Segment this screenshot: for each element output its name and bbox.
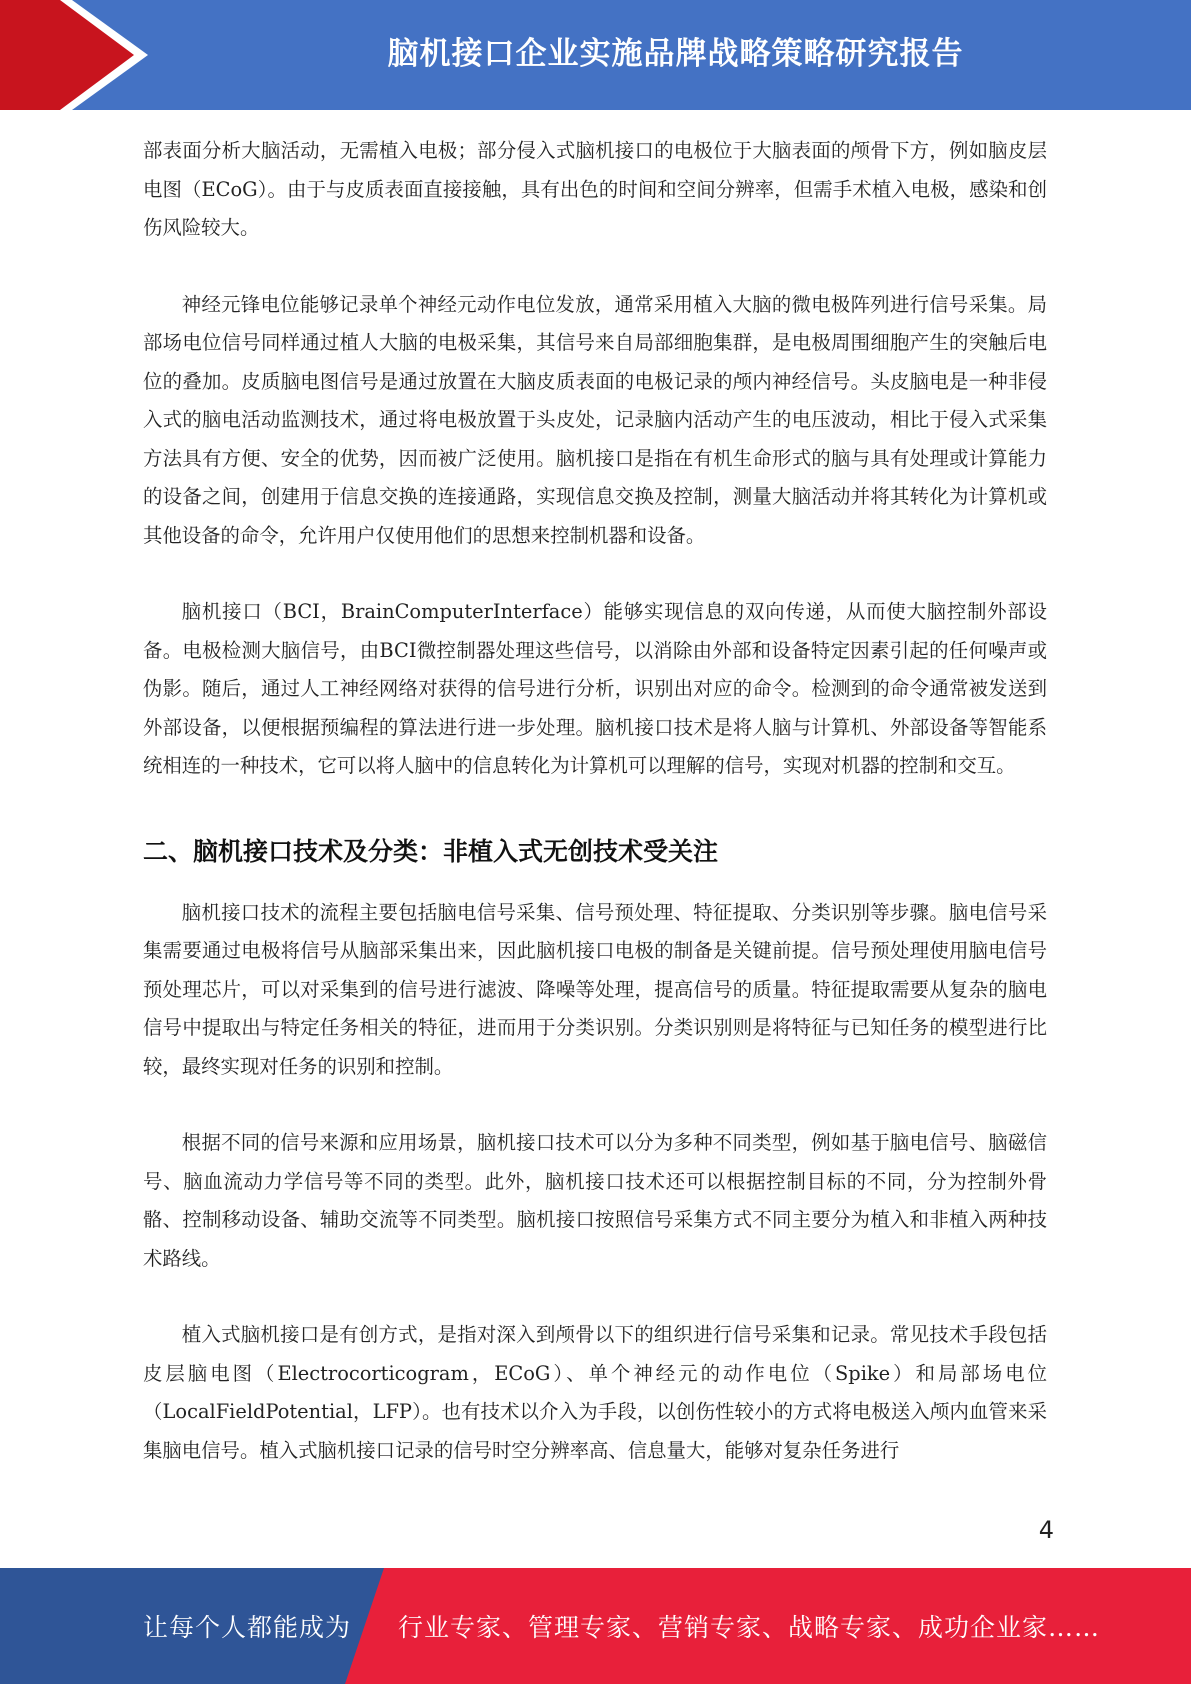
paragraph: 部表面分析大脑活动，无需植入电极；部分侵入式脑机接口的电极位于大脑表面的颅骨下方，例如脑皮层电图（ECoG）。由于与皮质表面直接接触，具有出色的时间和空间分辨率，但需手术植入电极，感染和创伤风险较大。: [143, 139, 1048, 239]
footer-band: [0, 1568, 1191, 1684]
paragraph: 根据不同的信号来源和应用场景，脑机接口技术可以分为多种不同类型，例如基于脑电信号、脑磁信号、脑血流动力学信号等不同的类型。此外，脑机接口技术还可以根据控制目标的不同，分为控制外骨骼、控制移动设备、辅助交流等不同类型。脑机接口按照信号采集方式不同主要分为植入和非植入两种技术路线。: [143, 1131, 1047, 1270]
paragraph: 脑机接口技术的流程主要包括脑电信号采集、信号预处理、特征提取、分类识别等步骤。脑电信号采集需要通过电极将信号从脑部采集出来，因此脑机接口电极的制备是关键前提。信号预处理使用脑电信号预处理芯片，可以对采集到的信号进行滤波、降噪等处理，提高信号的质量。特征提取需要从复杂的脑电信号中提取出与特定任务相关的特征，进而用于分类识别。分类识别则是将特征与已知任务的模型进行比较，最终实现对任务的识别和控制。: [143, 900, 1047, 1078]
header-band: [0, 0, 1191, 110]
paragraph: 脑机接口（BCI，BrainComputerInterface）能够实现信息的双向传递，从而使大脑控制外部设备。电极检测大脑信号，由BCI微控制器处理这些信号，以消除由外部和设备特定因素引起的任何噪声或伪影。随后，通过人工神经网络对获得的信号进行分析，识别出对应的命令。检测到的命令通常被发送到外部设备，以便根据预编程的算法进行进一步处理。脑机接口技术是将人脑与计算机、外部设备等智能系统相连的一种技术，它可以将人脑中的信息转化为计算机可以理解的信号，实现对机器的控制和交互。: [143, 600, 1047, 777]
page-number: 4: [1038, 1516, 1054, 1544]
paragraph: 植入式脑机接口是有创方式，是指对深入到颅骨以下的组织进行信号采集和记录。常见技术手段包括皮层脑电图（Electrocorticogram，ECoG）、单个神经元的动作电位（Spike）和局部场电位（LocalFieldPotential，LFP）。也有技术以介入为手段，以创伤性较小的方式将电极送入颅内血管来采集脑电信号。植入式脑机接口记录的信号时空分辨率高、信息量大，能够对复杂任务进行: [143, 1323, 1047, 1462]
document-body: [143, 132, 1047, 1470]
footer-slogan-left: 让每个人都能成为: [143, 1613, 352, 1642]
paragraph: 神经元锋电位能够记录单个神经元动作电位发放，通常采用植入大脑的微电极阵列进行信号采集。局部场电位信号同样通过植人大脑的电极采集，其信号来自局部细胞集群，是电极周围细胞产生的突触后电位的叠加。皮质脑电图信号是通过放置在大脑皮质表面的电极记录的颅内神经信号。头皮脑电是一种非侵入式的脑电活动监测技术，通过将电极放置于头皮处，记录脑内活动产生的电压波动，相比于侵入式采集方法具有方便、安全的优势，因而被广泛使用。脑机接口是指在有机生命形式的脑与具有处理或计算能力的设备之间，创建用于信息交换的连接通路，实现信息交换及控制，测量大脑活动并将其转化为计算机或其他设备的命令，允许用户仅使用他们的思想来控制机器和设备。: [143, 292, 1047, 547]
section-heading: 二、脑机接口技术及分类：非植入式无创技术受关注: [143, 836, 719, 866]
report-title: 脑机接口企业实施品牌战略策略研究报告: [387, 35, 964, 72]
footer-slogan-right: 行业专家、管理专家、营销专家、战略专家、成功企业家……: [398, 1613, 1101, 1642]
chevron-arrow-icon: [0, 0, 160, 110]
